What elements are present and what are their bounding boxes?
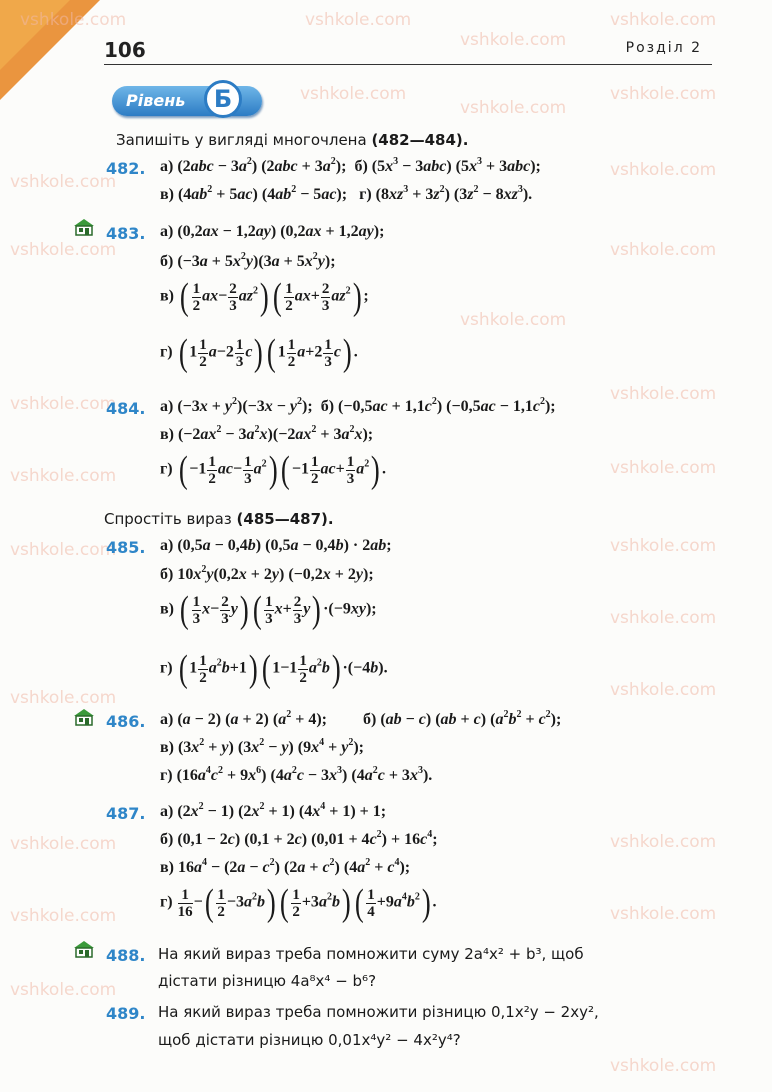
watermark: vshkole.com (10, 688, 117, 708)
problem-number: 487. (106, 804, 146, 823)
math-line: в) $(4ab^2 + 5ac) (4ab^2 - 5ac)$; г) $(8xz^3 + 3z^2) (3z^2 - 8xz^3)$. (160, 184, 533, 203)
problem-text: дістати різницю 4a⁸x⁴ − b⁶? (158, 972, 377, 990)
math-line: г) $\frac{1}{16}$ −( $\frac{1}{2}$ $-3a^2b$)( $\frac{1}{2}$ $+3a^2b$)( $\frac{1}{4}$ $+9a^4b^2$) . (160, 882, 437, 924)
watermark: vshkole.com (10, 466, 117, 486)
math-line: в) $(3x^2 + y) (3x^2 - y) (9x^4 + y^2)$; (160, 737, 364, 756)
watermark: vshkole.com (460, 98, 567, 118)
home-icon (73, 940, 95, 958)
watermark: vshkole.com (10, 240, 117, 260)
problem-number: 483. (106, 224, 146, 243)
math-line: а) (0,5a − 0,4b) (0,5a − 0,4b) · 2ab; (160, 537, 392, 554)
watermark: vshkole.com (610, 536, 717, 556)
math-line: а) $(2abc - 3a^2)$ $(2abc + 3a^2)$; б) $(5x^3 - 3abc) (5x^3 + 3abc)$; (160, 156, 541, 175)
watermark: vshkole.com (460, 30, 567, 50)
watermark: vshkole.com (610, 160, 717, 180)
watermark: vshkole.com (20, 10, 127, 30)
math-line: б) $(-3a + 5x^2y)(3a + 5x^2y)$; (160, 251, 336, 270)
watermark: vshkole.com (10, 906, 117, 926)
math-line: а) $(-3x + y^2)(-3x - y^2)$; б) $(-0,5ac + 1,1c^2)$ $(-0,5ac - 1,1c^2)$; (160, 396, 556, 415)
level-letter-badge: Б (204, 80, 242, 118)
watermark: vshkole.com (10, 394, 117, 414)
level-banner (112, 86, 262, 116)
watermark: vshkole.com (610, 608, 717, 628)
math-line: б) (0,1 − 2c) (0,1 + 2c) $(0,01 + 4c^2) + 16c^4$; (160, 829, 438, 848)
problem-number: 485. (106, 538, 146, 557)
problem-text: щоб дістати різницю 0,01x⁴y² − 4x²y⁴? (158, 1031, 461, 1049)
watermark: vshkole.com (300, 84, 407, 104)
math-line: г) ( 1 $\frac{1}{2}$ a−2 $\frac{1}{3}$ c)( 1 $\frac{1}{2}$ a+2 $\frac{1}{3}$ c) . (160, 332, 358, 374)
watermark: vshkole.com (460, 310, 567, 330)
math-line: г) ( 1 $\frac{1}{2}$ $a^2b+1$)( 1−1 $\frac{1}{2}$ $a^2b) \cdot(-4b)$. (160, 648, 388, 690)
problem-number: 489. (106, 1004, 146, 1023)
problem-number: 484. (106, 399, 146, 418)
section-title: Розділ 2 (625, 40, 702, 56)
problem-number: 482. (106, 159, 146, 178)
watermark: vshkole.com (610, 84, 717, 104)
watermark: vshkole.com (10, 540, 117, 560)
problem-number: 488. (106, 946, 146, 965)
page-number: 106 (104, 38, 146, 62)
problem-text: На який вираз треба помножити різницю 0,1x²y − 2xy², (158, 1003, 599, 1021)
instruction-text: Спростіть вираз (485—487). (104, 510, 334, 528)
math-line: б) $10x^2y(0,2x + 2y) (-0,2x + 2y)$; (160, 564, 374, 583)
math-line: г) ( −1 $\frac{1}{2}$ ac− $\frac{1}{3}$ $a^2)( -1$ $\frac{1}{2}$ ac+ $\frac{1}{3}$ $a^2$) . (160, 449, 386, 491)
watermark: vshkole.com (305, 10, 412, 30)
watermark: vshkole.com (610, 680, 717, 700)
instruction-text: Запишіть у вигляді многочлена (482—484). (116, 131, 469, 149)
watermark: vshkole.com (10, 980, 117, 1000)
math-line: в) ( $\frac{1}{3}$ x− $\frac{2}{3}$ y)( $\frac{1}{3}$ x+ $\frac{2}{3}$ y) ·(−9xy); (160, 589, 377, 631)
math-line: в) ( $\frac{1}{2}$ ax− $\frac{2}{3}$ $az^2$)( $\frac{1}{2}$ ax+ $\frac{2}{3}$ $az^2$) ; (160, 276, 369, 318)
problem-number: 486. (106, 712, 146, 731)
watermark: vshkole.com (610, 458, 717, 478)
home-icon (73, 218, 95, 236)
math-line: а) (0,2ax − 1,2ay) (0,2ax + 1,2ay); (160, 223, 385, 240)
math-line: а) (a − 2) (a + 2) $(a^2 + 4)$; б) (ab − c) (ab + c) $(a^2b^2 + c^2)$; (160, 709, 562, 728)
level-label: Рівень (126, 91, 186, 110)
math-line: в) $16a^4 - (2a - c^2) (2a + c^2) (4a^2 + c^4)$; (160, 857, 411, 876)
watermark: vshkole.com (610, 1056, 717, 1076)
problem-text: На який вираз треба помножити суму 2a⁴x² + b³, щоб (158, 945, 584, 963)
watermark: vshkole.com (10, 834, 117, 854)
watermark: vshkole.com (610, 384, 717, 404)
home-icon (73, 708, 95, 726)
math-line: а) $(2x^2 - 1) (2x^2 + 1) (4x^4 + 1) + 1$; (160, 801, 387, 820)
math-line: г) $(16a^4c^2 + 9x^6) (4a^2c - 3x^3) (4a^2c + 3x^3)$. (160, 765, 433, 784)
watermark: vshkole.com (610, 904, 717, 924)
watermark: vshkole.com (10, 172, 117, 192)
math-line: в) $(-2ax^2 - 3a^2x)(-2ax^2 + 3a^2x)$; (160, 424, 374, 443)
header-rule (104, 64, 712, 65)
watermark: vshkole.com (610, 10, 717, 30)
watermark: vshkole.com (610, 240, 717, 260)
watermark: vshkole.com (610, 832, 717, 852)
